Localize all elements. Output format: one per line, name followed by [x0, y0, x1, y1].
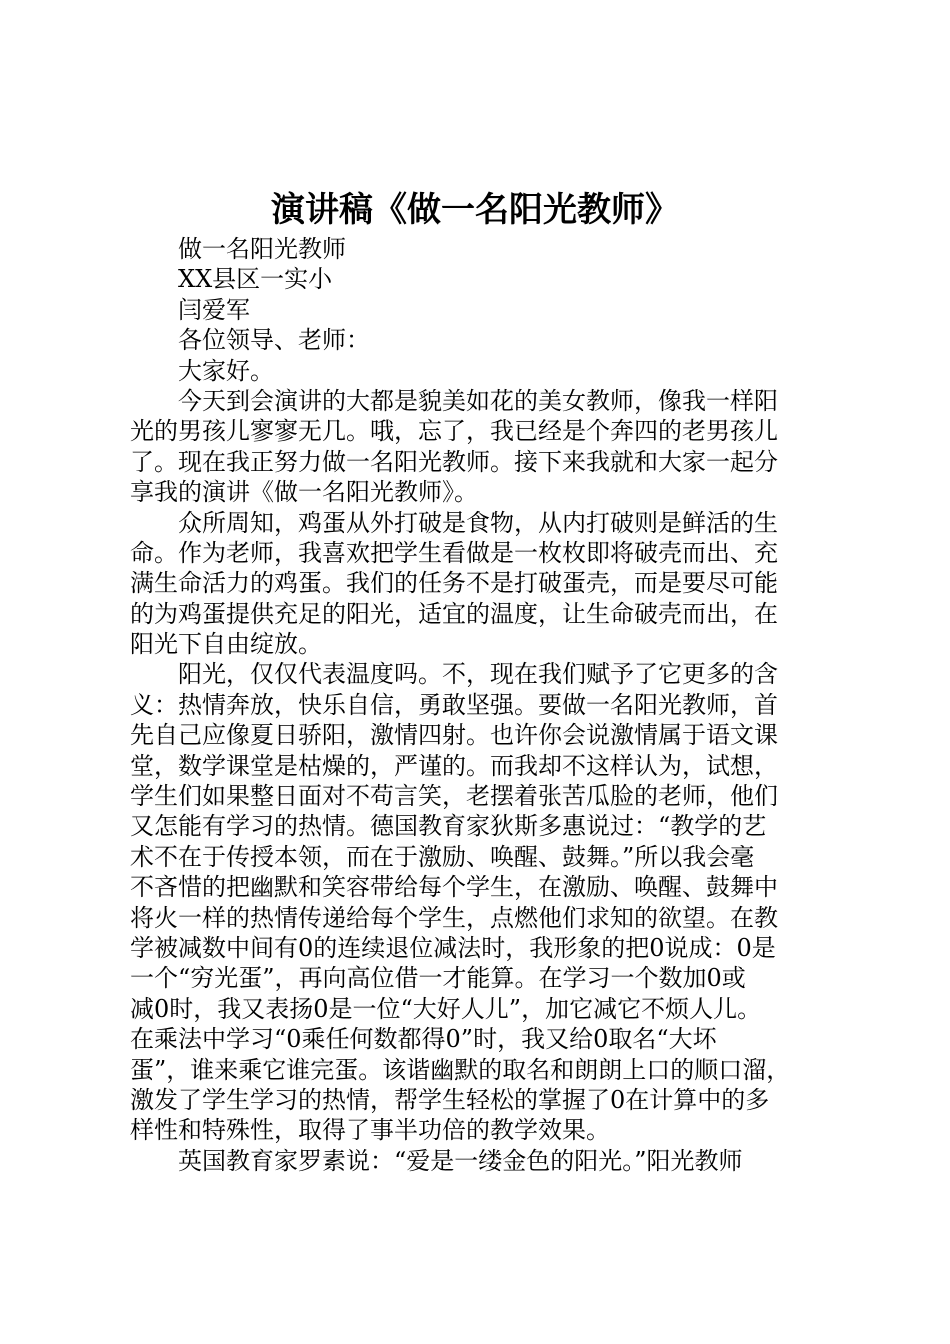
text-line: 一个“穷光蛋”，再向高位借一才能算。在学习一个数加0或 [130, 964, 746, 993]
text-line: 样性和特殊性，取得了事半功倍的教学效果。 [130, 1116, 610, 1145]
text-line: 英国教育家罗素说：“爱是一缕金色的阳光。”阳光教师 [178, 1146, 743, 1175]
text-line: 光的男孩儿寥寥无几。哦，忘了，我已经是个奔四的老男孩儿 [130, 417, 778, 446]
text-line: 义：热情奔放，快乐自信，勇敢坚强。要做一名阳光教师，首 [130, 690, 778, 719]
text-line: 先自己应像夏日骄阳，激情四射。也许你会说激情属于语文课 [130, 721, 778, 750]
text-line: 今天到会演讲的大都是貌美如花的美女教师，像我一样阳 [178, 386, 778, 415]
text-line: 阳光，仅仅代表温度吗。不，现在我们赋予了它更多的含 [178, 660, 778, 689]
text-line: 在乘法中学习“0乘任何数都得0”时，我又给0取名“大坏 [130, 1025, 717, 1054]
text-line: 将火一样的热情传递给每个学生，点燃他们求知的欲望。在教 [130, 903, 778, 932]
text-line: 阳光下自由绽放。 [130, 630, 322, 659]
text-line: 激发了学生学习的热情，帮学生轻松的掌握了0在计算中的多 [130, 1085, 770, 1114]
text-line: 又怎能有学习的热情。德国教育家狄斯多惠说过：“教学的艺 [130, 812, 767, 841]
text-line: 享我的演讲《做一名阳光教师》。 [130, 478, 478, 507]
text-line: 学生们如果整日面对不苟言笑，老摆着张苦瓜脸的老师，他们 [130, 782, 778, 811]
text-line: 满生命活力的鸡蛋。我们的任务不是打破蛋壳，而是要尽可能 [130, 569, 778, 598]
text-line: 术不在于传授本领，而在于激励、唤醒、鼓舞。”所以我会毫 [130, 842, 755, 871]
text-line: 不吝惜的把幽默和笑容带给每个学生，在激励、唤醒、鼓舞中 [130, 873, 778, 902]
document-body [130, 234, 832, 1176]
text-line: 的为鸡蛋提供充足的阳光，适宜的温度，让生命破壳而出，在 [130, 599, 778, 628]
text-line: 命。作为老师，我喜欢把学生看做是一枚枚即将破壳而出、充 [130, 538, 778, 567]
text-line: 学被减数中间有0的连续退位减法时，我形象的把0说成：0是 [130, 933, 776, 962]
text-line: 堂，数学课堂是枯燥的，严谨的。而我却不这样认为，试想， [130, 751, 778, 780]
document-title: 演讲稿《做一名阳光教师》 [271, 190, 679, 230]
text-line: 闫爱军 [178, 295, 250, 324]
text-line: 了。现在我正努力做一名阳光教师。接下来我就和大家一起分 [130, 447, 778, 476]
text-line: 各位领导、老师： [178, 326, 370, 355]
text-line: 众所周知，鸡蛋从外打破是食物，从内打破则是鲜活的生 [178, 508, 778, 537]
text-line: 减0时，我又表扬0是一位“大好人儿”，加它减它不烦人儿。 [130, 994, 762, 1023]
text-line: 蛋”，谁来乘它谁完蛋。该谐幽默的取名和朗朗上口的顺口溜， [130, 1055, 791, 1084]
text-line: XX县区一实小 [178, 265, 333, 294]
text-line: 大家好。 [178, 356, 274, 385]
text-line: 做一名阳光教师 [178, 235, 346, 263]
